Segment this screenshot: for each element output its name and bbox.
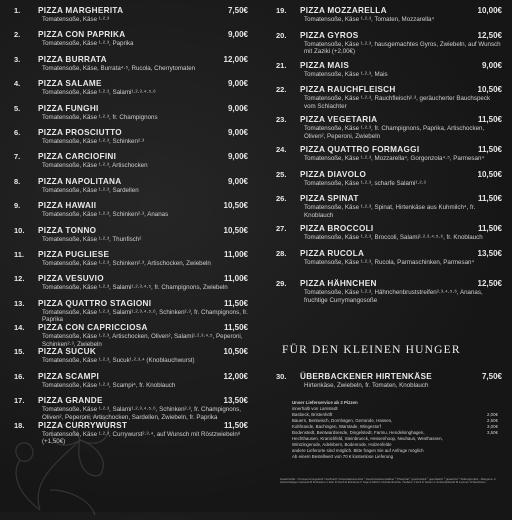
delivery-location: Hechthausen, Kranichfeld, Steinbrueck, Hessenhoop, Neuhaus, Westhassen, [292, 436, 443, 441]
item-number: 28. [276, 248, 287, 258]
section-title: FÜR DEN KLEINEN HUNGER [282, 344, 461, 356]
item-description: Tomatensoße, Käse ¹·²·³, Salami¹·²·³·⁴·⁵·⁶, Schinken²·³, fr. Champignons, fr. Paprika [42, 308, 248, 324]
item-name: PIZZA GYROS [300, 30, 359, 40]
item-name: PIZZA GRANDE [38, 396, 103, 406]
item-price: 13,50€ [477, 248, 502, 258]
item-number: 1. [14, 6, 21, 15]
item-description: Tomatensoße, Käse ¹·²·³, fr. Champignons, Paprika, Artischocken, Oliven², Peperoni, Zwiebeln [304, 125, 485, 140]
item-number: 17. [14, 396, 25, 406]
item-name: PIZZA DIAVOLO [300, 169, 367, 179]
item-price: 11,50€ [477, 194, 502, 204]
item-number: 6. [14, 127, 21, 137]
item-price: 12,00€ [223, 371, 248, 381]
item-price: 11,50€ [477, 115, 502, 125]
menu-item [14, 55, 248, 79]
item-price: 13,50€ [223, 396, 248, 406]
item-name: PIZZA CURRYWURST [38, 420, 128, 430]
item-name: PIZZA HÄHNCHEN [300, 278, 377, 288]
snack-section [276, 372, 502, 390]
item-name: PIZZA VEGETARIA [300, 115, 378, 125]
menu-item [14, 421, 248, 445]
item-number: 23. [276, 115, 287, 125]
delivery-row [292, 454, 498, 460]
item-name: ÜBERBACKENER HIRTENKÄSE [300, 372, 432, 381]
item-description: Tomatensoße, Käse ¹·²·³, Rucola, Parmaschinken, Parmesan⁴ [304, 258, 475, 266]
menu-item [14, 177, 248, 201]
item-price: 9,00€ [481, 60, 502, 70]
item-price: 7,50€ [227, 6, 248, 15]
menu-item [276, 224, 502, 249]
item-description: Tomatensoße, Käse ¹·²·³, fr. Champignons [42, 113, 158, 121]
menu-item [14, 347, 248, 371]
item-number: 29. [276, 278, 287, 288]
item-description: Tomatensoße, Käse ¹·²·³, Tomaten, Mozzarella⁴ [304, 16, 435, 23]
item-number: 14. [14, 323, 25, 333]
menu-column-left [14, 6, 248, 445]
item-number: 21. [276, 60, 287, 70]
item-name: PIZZA VESUVIO [38, 274, 104, 284]
item-name: PIZZA SPINAT [300, 194, 359, 204]
item-price: 11,50€ [223, 298, 248, 308]
delivery-location: Ab einem Bestellwert von 70 € kostenlose Lieferung [292, 454, 394, 459]
item-name: PIZZA MARGHERITA [38, 6, 124, 15]
item-price: 10,50€ [223, 201, 248, 211]
menu-item [276, 170, 502, 195]
item-price: 12,50€ [477, 30, 502, 40]
menu-item [14, 6, 248, 30]
item-name: PIZZA RAUCHFLEISCH [300, 85, 396, 95]
item-price: 9,00€ [227, 103, 248, 113]
delivery-location: Bauern, Bentwisch, Dornhagen, Gerrande, Hassen, [292, 418, 393, 423]
item-price: 9,00€ [227, 127, 248, 137]
menu-item [276, 194, 502, 224]
item-description: Tomatensoße, Käse ¹·²·³ [42, 16, 110, 23]
item-price: 10,50€ [477, 85, 502, 95]
menu-item [276, 61, 502, 86]
item-name: PIZZA RUCOLA [300, 248, 365, 258]
delivery-fee: 3,50€ [487, 430, 498, 435]
menu-item [14, 152, 248, 176]
item-name: PIZZA BROCCOLI [300, 224, 374, 234]
item-description: Tomatensoße, Käse ¹·²·³, Salami¹·²·³·⁴·⁵·⁶, Schinken²·³, fr. Champignons, Oliven², Peperoni, Artischocken, Sardellen, Zwiebeln, fr. Paprika [42, 406, 241, 421]
item-name: PIZZA CARCIOFINI [38, 152, 117, 162]
item-description: Tomatensoße, Käse ¹·²·³, Thunfisch² [42, 235, 142, 243]
item-description: Tomatensoße, Käse ¹·²·³, scharfe Salami¹·²·³ [304, 179, 426, 187]
item-number: 20. [276, 30, 287, 40]
item-price: 9,00€ [227, 30, 248, 40]
item-price: 11,50€ [477, 145, 502, 155]
item-number: 13. [14, 298, 25, 308]
menu-item [276, 279, 502, 304]
item-description: Tomatensoße, Käse ¹·²·³, Scampi⁴, fr. Knoblauch [42, 381, 176, 389]
delivery-fee: 2,50€ [487, 418, 498, 423]
item-price: 10,00€ [477, 6, 502, 15]
item-name: PIZZA TONNO [38, 225, 97, 235]
item-price: 10,50€ [223, 347, 248, 357]
item-description: Tomatensoße, Käse ¹·²·³, Sardellen [42, 186, 139, 194]
menu-item [276, 85, 502, 115]
item-name: PIZZA SCAMPI [38, 371, 100, 381]
item-number: 7. [14, 152, 21, 162]
item-number: 24. [276, 145, 287, 155]
item-name: PIZZA QUATTRO FORMAGGI [300, 145, 420, 155]
menu-item [276, 31, 502, 61]
item-description: Tomatensoße, Käse ¹·²·³, Salami¹·²·³·⁴·⁵, fr. Champignons, Zwiebeln [42, 284, 228, 292]
item-description: Tomatensoße, Käse ¹·²·³, Artischocken, Oliven², Salami¹·²·³·⁴·⁵, Peperoni, Schinken²·³, Zwiebeln [42, 333, 243, 348]
item-name: PIZZA HAWAII [38, 201, 97, 211]
item-price: 12,50€ [477, 278, 502, 288]
item-price: 11,50€ [223, 420, 248, 430]
item-price: 11,00€ [223, 274, 248, 284]
item-description: Tomatensoße, Käse ¹·²·³, Paprika [42, 40, 134, 48]
menu-item [14, 323, 248, 347]
menu-item [14, 226, 248, 250]
item-price: 11,50€ [223, 323, 248, 333]
item-description: Tomatensoße, Käse ¹·²·³, Mais [304, 70, 388, 78]
item-price: 11,50€ [477, 224, 502, 234]
item-description: Tomatensoße, Käse ¹·²·³, Salami¹·²·³·⁴·⁵·⁶ [42, 89, 156, 97]
menu-item [14, 128, 248, 152]
item-name: PIZZA NAPOLITANA [38, 176, 122, 186]
item-name: PIZZA BURRATA [38, 54, 107, 64]
delivery-fee: 3,00€ [487, 424, 498, 429]
item-number: 15. [14, 347, 25, 357]
menu-item [14, 104, 248, 128]
item-description: Tomatensoße, Käse ¹·²·³, hausgemachtes Gyros, Zwiebeln, auf Wunsch mit Zaziki (+2,00€) [304, 40, 501, 56]
item-name: PIZZA FUNGHI [38, 103, 99, 113]
menu-item [14, 250, 248, 274]
item-description: Tomatensoße, Käse ¹·²·³, Hähnchenbruststreifen²·³·⁴·⁵·⁶, Ananas, fruchtige Currymangosoße [304, 288, 483, 304]
item-price: 12,00€ [223, 54, 248, 64]
item-number: 16. [14, 371, 25, 381]
delivery-fee: 2,00€ [487, 412, 498, 417]
item-name: PIZZA PROSCIUTTO [38, 127, 122, 137]
item-description: Tomatensoße, Käse ¹·²·³, Currywurst²·³·⁴, auf Wunsch mit Röstzwiebeln⁸ (+1,50€) [42, 430, 241, 446]
item-name: PIZZA SUCUK [38, 347, 97, 357]
item-number: 9. [14, 201, 21, 211]
item-number: 3. [14, 54, 21, 64]
item-name: PIZZA MOZZARELLA [300, 6, 387, 15]
item-description: Hirtenkäse, Zwiebeln, fr. Tomaten, Knoblauch [304, 382, 429, 389]
item-number: 4. [14, 79, 21, 89]
item-description: Tomatensoße, Käse ¹·²·³, Mozzarella⁴, Gorgonzola⁴·⁵, Parmesan⁴ [304, 155, 485, 163]
item-description: Tomatensoße, Käse ¹·²·³, Schinken²·³, Ananas [42, 211, 169, 219]
item-number: 10. [14, 225, 25, 235]
additives-legend: Zusatzstoffe: ¹ Konservierungsstoff ² Farbstoff ³ Antioxidationsmittel ⁴ Geschmacksverstärker ⁵ Phosphat ⁶ geschwefelt ⁷ geschwärzt ⁸ gewachst ⁹ Süßungsmittel · Allergene: A Glutenhaltiges Getreide B Krebstiere C Eier D Fisch E Erdnüsse F Soja G Milch H Schalenfrüchte I Sellerie J Senf K Sesam L Schwefeldioxid M Lupinen N Weichtiere [280, 477, 496, 485]
item-name: PIZZA MAIS [300, 60, 350, 70]
item-description: Tomatensoße, Käse ¹·²·³, Artischocken [42, 162, 148, 170]
item-name: PIZZA CON PAPRIKA [38, 30, 126, 40]
item-description: Tomatensoße, Käse ¹·²·³, Rauchfleisch²·³, geräucherter Bauchspeck vom Schlachter [304, 95, 491, 110]
item-price: 10,50€ [223, 225, 248, 235]
menu-item [276, 249, 502, 279]
item-name: PIZZA SALAME [38, 79, 102, 89]
menu-item [276, 372, 502, 390]
item-number: 2. [14, 30, 21, 40]
item-number: 12. [14, 274, 25, 284]
menu-item [14, 299, 248, 323]
item-description: Tomatensoße, Käse, Burrata⁴·⁵, Rucola, Cherrytomaten [42, 64, 196, 72]
item-description: Tomatensoße, Käse ¹·²·³, Schinken²·³, Artischocken, Zwiebeln [42, 259, 211, 267]
delivery-location: andere Lieferorte sind möglich. Bitte fragen Sie auf Anfrage möglich [292, 448, 424, 453]
delivery-location: innerhalb von Lamstedt [292, 406, 338, 411]
item-name: PIZZA PUGLIESE [38, 249, 110, 259]
item-price: 9,00€ [227, 79, 248, 89]
menu-item [14, 79, 248, 103]
item-name: PIZZA CON CAPRICCIOSA [38, 323, 148, 333]
item-number: 26. [276, 194, 287, 204]
delivery-location: Wintzingerode, Adelsbern, Bodenrode, Holzenfelde [292, 442, 392, 447]
item-description: Tomatensoße, Käse ¹·²·³, Sucuk¹·²·³·⁴ (Knoblauchwurst) [42, 357, 195, 365]
item-price: 11,00€ [223, 249, 248, 259]
item-price: 10,50€ [477, 169, 502, 179]
menu-item [14, 396, 248, 420]
menu-item [276, 6, 502, 31]
item-price: 7,50€ [481, 372, 502, 381]
delivery-heading: Unser Lieferservice ab 2 Pizzen [292, 400, 358, 405]
menu-item [276, 115, 502, 145]
delivery-location: Bodenstedt, Bentwardsende, Dingelstedt, Farmu, Hendelsinghagen, [292, 430, 425, 435]
item-price: 9,00€ [227, 176, 248, 186]
menu-item [276, 145, 502, 170]
item-number: 18. [14, 420, 25, 430]
item-description: Tomatensoße, Käse ¹·²·³, Spinat, Hirtenkäse aus Kuhmilch⁴, fr. Knoblauch [304, 204, 476, 219]
item-number: 11. [14, 249, 25, 259]
item-name: PIZZA QUATTRO STAGIONI [38, 298, 152, 308]
menu-item [14, 30, 248, 54]
delivery-location: Basbeck, Bristenhöft [292, 412, 333, 417]
menu-column-right [276, 6, 502, 304]
delivery-location: Kolthrande, Bachingen, Warstade, Wingestorf [292, 424, 381, 429]
item-description: Tomatensoße, Käse ¹·²·³, Broccoli, Salami¹·²·³·⁴·⁵·⁶, fr. Knoblauch [304, 234, 483, 242]
item-number: 30. [276, 372, 287, 381]
item-number: 5. [14, 103, 21, 113]
menu-item [14, 372, 248, 396]
menu-item [14, 274, 248, 298]
item-number: 22. [276, 85, 287, 95]
item-number: 27. [276, 224, 287, 234]
item-number: 25. [276, 169, 287, 179]
item-price: 9,00€ [227, 152, 248, 162]
item-number: 19. [276, 6, 287, 15]
menu-item [14, 201, 248, 225]
delivery-info [292, 400, 498, 460]
item-number: 8. [14, 176, 21, 186]
item-description: Tomatensoße, Käse ¹·²·³, Schinken²·³ [42, 137, 145, 145]
